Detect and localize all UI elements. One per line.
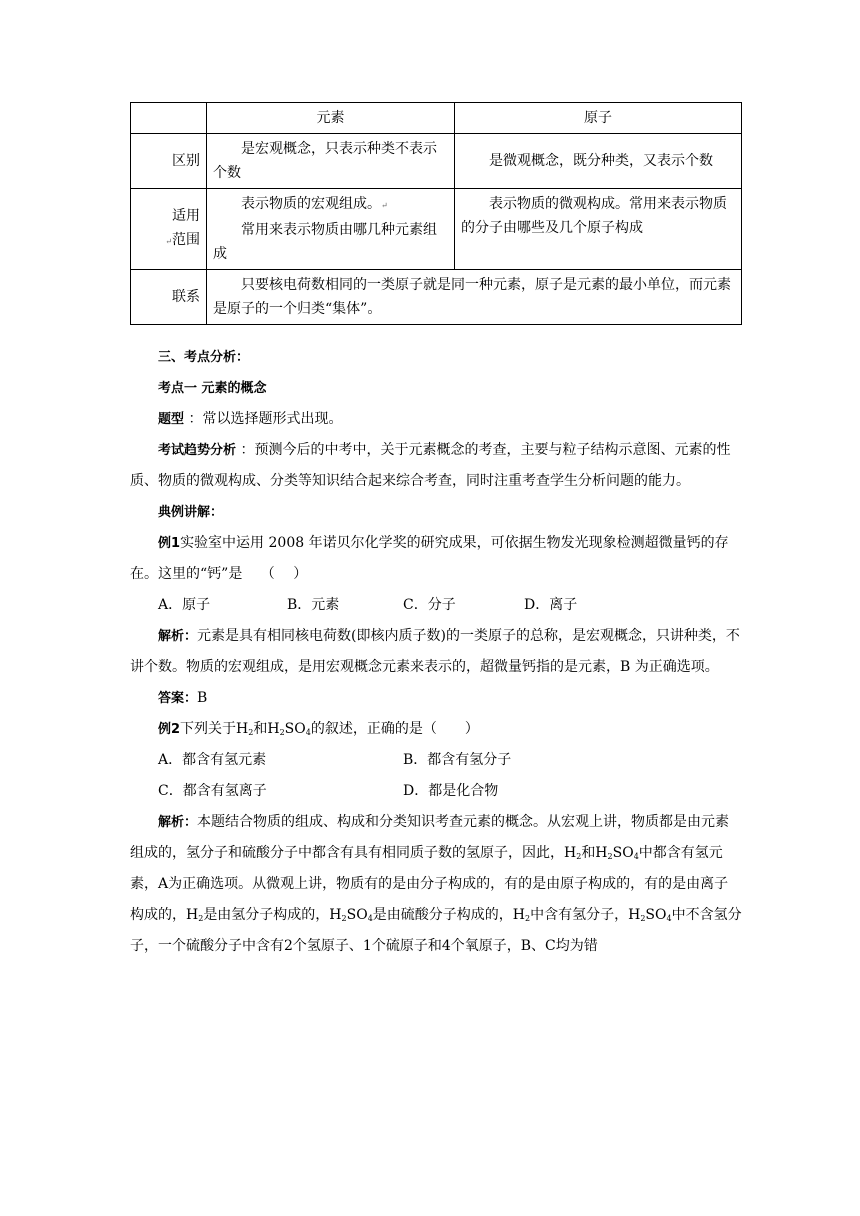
cell-element-scope	[207, 189, 455, 270]
table-row	[131, 134, 742, 189]
example2-analysis-part: SO	[612, 845, 634, 861]
example1-option-a: A．原子	[158, 597, 211, 613]
trend-text: ：预测今后的中考中，关于元素概念的考查，主要与粒子结构示意图、元素的性质、物质的微观构成、分类等知识结合起来综合考查，同时注重考查学生分析问题的能力。	[130, 442, 731, 489]
example2-text-part: 的叙述，正确的是（ ）	[310, 721, 479, 737]
trend-paragraph	[130, 435, 742, 497]
row-label-relation: 联系	[131, 270, 207, 325]
example1-question	[130, 528, 742, 590]
cell-relation: 只要核电荷数相同的一类原子就是同一种元素，原子是元素的最小单位，而元素是原子的一个归类“集体”。	[207, 270, 742, 325]
example1-option-b: B．元素	[287, 597, 340, 613]
example1-number: 1	[171, 536, 181, 551]
examples-heading: 典例讲解：	[158, 505, 224, 520]
table-header-element: 元素	[207, 103, 455, 134]
example2-analysis-part: 本题结合物质的组成、构成和分类知识考查元素的概念。从宏观上讲，物质都是由元素组成的，氢分子和硫酸分子中都含有具有相同质子数的氢原子，因此，H	[130, 814, 730, 861]
example1-answer-value: B	[197, 690, 208, 706]
row-label-scope	[131, 189, 207, 270]
example2-analysis-part: 是由氢分子构成的，H	[203, 907, 342, 923]
cell-element-scope-line2: 常用来表示物质由哪几种元素组成	[213, 222, 437, 262]
cell-atom-scope: 表示物质的微观构成。常用来表示物质的分子由哪些及几个原子构成	[455, 189, 742, 270]
table-row	[131, 270, 742, 325]
example1-text: 实验室中运用 2008 年诺贝尔化学奖的研究成果，可依据生物发光现象检测超微量钙的存在。这里的“钙”是 （ ）	[130, 535, 729, 582]
paragraph-mark-icon: ↵	[381, 201, 388, 210]
example1-options	[158, 590, 742, 621]
example2-option-a: A．都含有氢元素	[158, 752, 267, 768]
example1-option-c: C．分子	[403, 597, 456, 613]
trend-label: 考试趋势分析	[158, 443, 237, 458]
example1-label: 例	[158, 536, 172, 551]
cell-element-scope-line1: 表示物质的宏观组成。	[241, 196, 381, 212]
example2-options-row2	[158, 776, 742, 807]
example2-analysis: 解析：本题结合物质的组成、构成和分类知识考查元素的概念。从宏观上讲，物质都是由元素组成的，氢分子和硫酸分子中都含有具有相同质子数的氢原子，因此，$H_2$和$H_2SO_4$中都含有氢元素，A为正确选项。从微观上讲，物质有的是由分子构成的，有的是由原子构成的，有的是由离子构成的，$H_2$是由氢分子构成的，$H_2SO_4$是由硫酸分子构成的，$H_2$中含有氢分子，$H_2SO_4$中不含氢分子，一个硫酸分子中含有2个氢原子、1个硫原子和4个氧原子，B、C均为错	[130, 814, 742, 954]
table-header-row	[131, 103, 742, 134]
paragraph-mark-icon: ↵	[165, 237, 172, 246]
example1-analysis-label: 解析：	[158, 629, 198, 644]
example1-analysis-text: 元素是具有相同核电荷数(即核内质子数)的一类原子的总称，是宏观概念，只讲种类，不讲个数。物质的宏观组成，是用宏观概念元素来表示的，超微量钙指的是元素，B 为正确选项。	[130, 628, 740, 675]
example2-option-b: B．都含有氢分子	[403, 752, 512, 768]
example2-analysis-part: 是由硫酸分子构成的，H	[372, 907, 526, 923]
example2-text-part: SO	[284, 721, 306, 737]
example2-text-part: 和H	[253, 721, 280, 737]
example2-options-row1	[158, 745, 742, 776]
example2-analysis-part: 和H	[581, 845, 608, 861]
example2-question: 例2下列关于$H_2$和$H_2SO_4$的叙述，正确的是（ ）	[158, 721, 479, 737]
table-header-atom: 原子	[455, 103, 742, 134]
document-body	[130, 342, 742, 962]
table-header-blank	[131, 103, 207, 134]
example2-text-part: 下列关于H	[180, 721, 249, 737]
row-label-scope-line2: 范围	[172, 232, 200, 248]
question-type-text: ：常以选择题形式出现。	[184, 411, 343, 427]
example2-analysis-part: 中都含有氢元素，A为正确选项。从微观上讲，物质有的是由分子构成的，有的是由原子构成的，有的是由离子构成的，H	[130, 845, 729, 923]
row-label-scope-line1: 适用	[172, 208, 200, 224]
example2-analysis-label: 解析：	[158, 815, 198, 830]
example2-option-d: D．都是化合物	[403, 783, 499, 799]
example2-analysis-part: SO	[645, 907, 667, 923]
example1-answer-label: 答案：	[158, 691, 198, 706]
example2-label: 例2	[158, 722, 181, 737]
row-label-difference: 区别	[131, 134, 207, 189]
example2-analysis-part: 中含有氢分子，H	[530, 907, 641, 923]
point-heading: 考点一 元素的概念	[158, 381, 267, 396]
question-type-label: 题型	[158, 412, 185, 427]
example2-analysis-part: SO	[346, 907, 368, 923]
example2-option-c: C．都含有氢离子	[158, 783, 267, 799]
example1-option-d: D．离子	[524, 597, 578, 613]
section-heading: 三、考点分析：	[158, 350, 250, 365]
table-row	[131, 189, 742, 270]
example1-answer	[130, 683, 742, 714]
cell-atom-difference: 是微观概念，既分种类，又表示个数	[455, 134, 742, 189]
example1-analysis	[130, 621, 742, 683]
comparison-table	[130, 102, 742, 325]
cell-element-difference: 是宏观概念，只表示种类不表示个数	[207, 134, 455, 189]
example2-analysis-part: 中不含氢分子，一个硫酸分子中含有2个氢原子、1个硫原子和4个氧原子，B、C均为错	[130, 907, 742, 954]
